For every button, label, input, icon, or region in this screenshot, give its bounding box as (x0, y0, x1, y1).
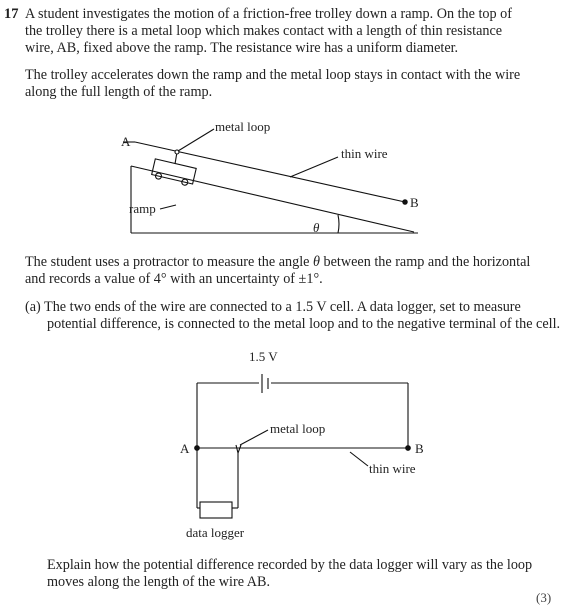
diagram1-label-ramp: ramp (129, 201, 156, 216)
para3-theta: θ (312, 254, 320, 270)
diagram2-label-cell: 1.5 V (249, 349, 278, 364)
intro-line-3: wire, AB, fixed above the ramp. The resistance wire has a uniform diameter. (25, 40, 459, 56)
explain-line-1: Explain how the potential difference recorded by the data logger will vary as the loop (47, 557, 533, 573)
para3-line-2: and records a value of 4° with an uncertainty of ±1°. (25, 271, 323, 287)
diagram1-label-metal-loop: metal loop (215, 119, 271, 134)
part-a-line-1: (a) The two ends of the wire are connected to a 1.5 V cell. A data logger, set to measure (25, 299, 521, 315)
diagram2-label-a: A (180, 441, 190, 456)
para3-part-2: between the ramp and the horizontal (319, 254, 531, 270)
thin-wire-leader (290, 157, 338, 177)
ramp-leader (160, 205, 176, 209)
diagram1-label-b: B (410, 195, 419, 210)
diagram2-label-data-logger: data logger (186, 525, 245, 540)
explain-line-2: moves along the length of the wire AB. (47, 574, 271, 590)
para3-line-1 (25, 254, 530, 271)
diagram1-label-a: A (121, 134, 131, 149)
diagram2-label-thin-wire: thin wire (369, 461, 416, 476)
angle-arc (338, 215, 339, 233)
part-a-line-2: potential difference, is connected to the metal loop and to the negative terminal of the cell. (47, 316, 561, 332)
diagram1-label-thin-wire: thin wire (341, 146, 388, 161)
intro-line-1: A student investigates the motion of a friction-free trolley down a ramp. On the top of (25, 6, 512, 22)
para3-part-1: The student uses a protractor to measure the angle (25, 254, 313, 270)
diagram2-label-b: B (415, 441, 424, 456)
diagram2-label-metal-loop: metal loop (270, 421, 326, 436)
trolley (151, 159, 196, 187)
diagram1-label-theta: θ (313, 220, 320, 235)
wire-end-b-dot (403, 200, 407, 204)
marks-label: (3) (536, 590, 552, 605)
ramp-top-surface (131, 166, 414, 232)
intro-line-2: the trolley there is a metal loop which makes contact with a length of thin resistance (25, 23, 503, 39)
question-number: 17 (4, 6, 19, 22)
para2-line-2: along the full length of the ramp. (25, 84, 213, 100)
metal-loop-leader (178, 129, 214, 151)
para2-line-1: The trolley accelerates down the ramp and the metal loop stays in contact with the wire (25, 67, 521, 83)
